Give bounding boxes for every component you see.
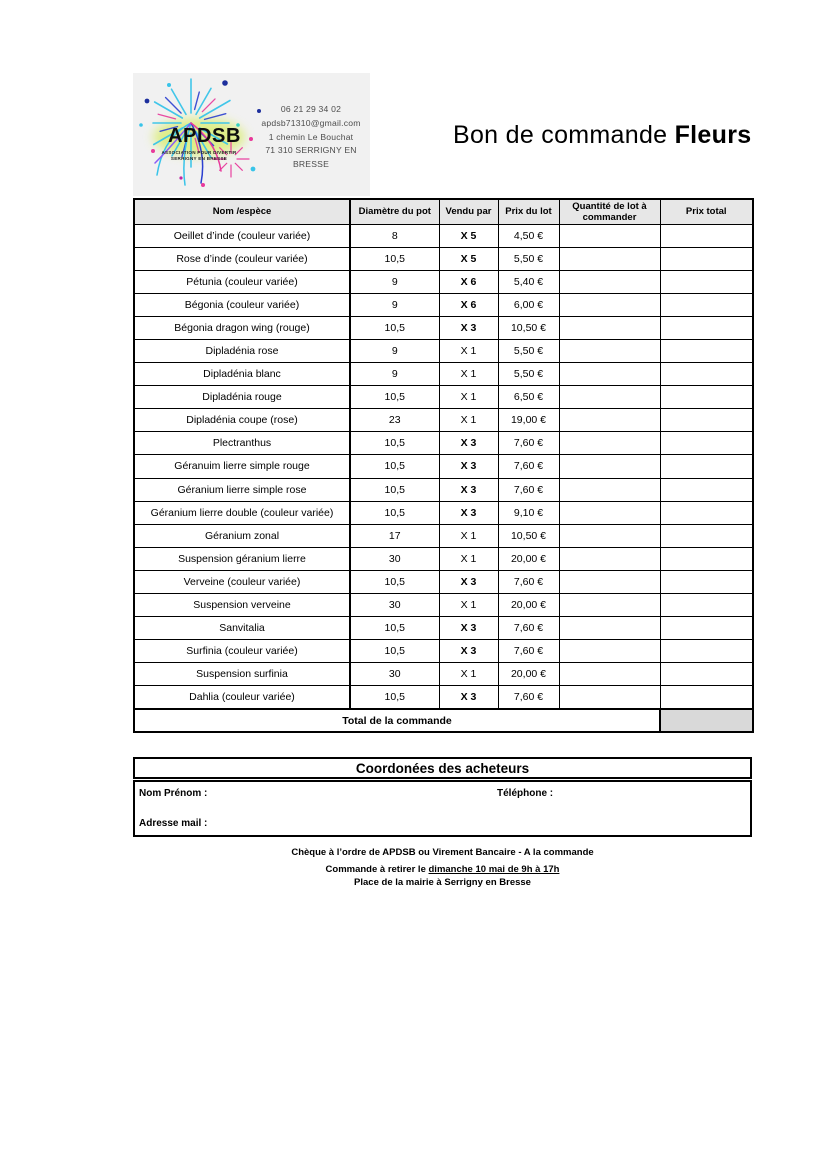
total-price-cell	[660, 409, 753, 432]
total-price-cell	[660, 386, 753, 409]
product-name-cell: Bégonia dragon wing (rouge)	[134, 316, 350, 339]
table-row	[134, 363, 753, 386]
footer-notes	[133, 847, 752, 888]
sold-by-cell: X 3	[439, 501, 498, 524]
table-row	[134, 594, 753, 617]
total-price-cell	[660, 224, 753, 247]
price-cell: 4,50 €	[498, 224, 559, 247]
sold-by-cell: X 1	[439, 409, 498, 432]
header-name: Nom /espèce	[134, 199, 350, 224]
order-total-row	[134, 709, 753, 732]
sold-by-cell: X 3	[439, 478, 498, 501]
pickup-place-note: Place de la mairie à Serrigny en Bresse	[354, 877, 531, 888]
product-name-cell: Dipladénia coupe (rose)	[134, 409, 350, 432]
price-cell: 7,60 €	[498, 455, 559, 478]
diameter-cell: 10,5	[350, 432, 439, 455]
logo-subtitle-line1: ASSOCIATION POUR DIVERTIR	[161, 150, 237, 155]
total-price-cell	[660, 501, 753, 524]
product-name-cell: Dipladénia rose	[134, 339, 350, 362]
price-cell: 6,50 €	[498, 386, 559, 409]
table-row	[134, 293, 753, 316]
product-name-cell: Plectranthus	[134, 432, 350, 455]
table-row	[134, 640, 753, 663]
price-cell: 7,60 €	[498, 640, 559, 663]
product-name-cell: Suspension géranium lierre	[134, 547, 350, 570]
sold-by-cell: X 6	[439, 293, 498, 316]
price-cell: 20,00 €	[498, 547, 559, 570]
quantity-cell	[559, 270, 660, 293]
diameter-cell: 8	[350, 224, 439, 247]
diameter-cell: 10,5	[350, 686, 439, 709]
product-name-cell: Suspension verveine	[134, 594, 350, 617]
quantity-cell	[559, 432, 660, 455]
diameter-cell: 17	[350, 524, 439, 547]
table-row	[134, 339, 753, 362]
table-row	[134, 247, 753, 270]
total-price-cell	[660, 594, 753, 617]
table-row	[134, 224, 753, 247]
header-sold-by: Vendu par	[439, 199, 498, 224]
diameter-cell: 10,5	[350, 617, 439, 640]
quantity-cell	[559, 293, 660, 316]
pickup-note	[133, 864, 752, 875]
sold-by-cell: X 3	[439, 455, 498, 478]
total-price-cell	[660, 524, 753, 547]
quantity-cell	[559, 501, 660, 524]
pickup-date: dimanche 10 mai de 9h à 17h	[428, 864, 560, 875]
sold-by-cell: X 1	[439, 363, 498, 386]
product-name-cell: Verveine (couleur variée)	[134, 570, 350, 593]
diameter-cell: 23	[350, 409, 439, 432]
diameter-cell: 9	[350, 293, 439, 316]
quantity-cell	[559, 640, 660, 663]
quantity-cell	[559, 386, 660, 409]
buyers-details-box	[133, 780, 752, 837]
total-price-cell	[660, 640, 753, 663]
contact-city: 71 310 SERRIGNY EN BRESSE	[265, 145, 357, 170]
product-name-cell: Rose d’inde (couleur variée)	[134, 247, 350, 270]
table-row	[134, 501, 753, 524]
sold-by-cell: X 1	[439, 663, 498, 686]
price-cell: 9,10 €	[498, 501, 559, 524]
sold-by-cell: X 5	[439, 247, 498, 270]
quantity-cell	[559, 363, 660, 386]
sold-by-cell: X 3	[439, 570, 498, 593]
quantity-cell	[559, 617, 660, 640]
sold-by-cell: X 5	[439, 224, 498, 247]
product-name-cell: Géranium lierre double (couleur variée)	[134, 501, 350, 524]
total-price-cell	[660, 686, 753, 709]
total-price-cell	[660, 247, 753, 270]
product-name-cell: Suspension surfinia	[134, 663, 350, 686]
price-cell: 5,50 €	[498, 363, 559, 386]
table-row	[134, 270, 753, 293]
total-price-cell	[660, 363, 753, 386]
diameter-cell: 30	[350, 547, 439, 570]
total-price-cell	[660, 547, 753, 570]
price-cell: 5,40 €	[498, 270, 559, 293]
logo-card	[133, 73, 370, 196]
buyer-name-label: Nom Prénom :	[139, 788, 208, 799]
diameter-cell: 10,5	[350, 316, 439, 339]
payment-note: Chèque à l’ordre de APDSB ou Virement Bancaire - A la commande	[291, 847, 594, 858]
total-price-cell	[660, 478, 753, 501]
order-total-amount-cell	[660, 709, 753, 732]
quantity-cell	[559, 409, 660, 432]
total-price-cell	[660, 339, 753, 362]
product-name-cell: Dahlia (couleur variée)	[134, 686, 350, 709]
logo-subtitle-line2: SERRIGNY EN BRESSE	[170, 155, 228, 161]
product-name-cell: Dipladénia blanc	[134, 363, 350, 386]
product-name-cell: Géranuim lierre simple rouge	[134, 455, 350, 478]
diameter-cell: 10,5	[350, 386, 439, 409]
sold-by-cell: X 3	[439, 686, 498, 709]
quantity-cell	[559, 339, 660, 362]
price-cell: 20,00 €	[498, 594, 559, 617]
page-title-prefix: Bon de commande	[453, 121, 675, 149]
total-price-cell	[660, 432, 753, 455]
total-price-cell	[660, 570, 753, 593]
table-row	[134, 316, 753, 339]
price-cell: 7,60 €	[498, 617, 559, 640]
quantity-cell	[559, 247, 660, 270]
quantity-cell	[559, 663, 660, 686]
total-price-cell	[660, 617, 753, 640]
price-cell: 5,50 €	[498, 247, 559, 270]
sold-by-cell: X 3	[439, 432, 498, 455]
order-table	[133, 198, 754, 733]
table-row	[134, 455, 753, 478]
table-row	[134, 570, 753, 593]
price-cell: 19,00 €	[498, 409, 559, 432]
price-cell: 10,50 €	[498, 316, 559, 339]
product-name-cell: Dipladénia rouge	[134, 386, 350, 409]
header-total: Prix total	[660, 199, 753, 224]
price-cell: 7,60 €	[498, 432, 559, 455]
buyers-section-heading: Coordonées des acheteurs	[133, 757, 752, 779]
quantity-cell	[559, 224, 660, 247]
quantity-cell	[559, 524, 660, 547]
sold-by-cell: X 6	[439, 270, 498, 293]
sold-by-cell: X 1	[439, 547, 498, 570]
contact-street: 1 chemin Le Bouchat	[268, 131, 354, 142]
sold-by-cell: X 3	[439, 640, 498, 663]
table-row	[134, 663, 753, 686]
product-name-cell: Bégonia (couleur variée)	[134, 293, 350, 316]
product-name-cell: Surfinia (couleur variée)	[134, 640, 350, 663]
quantity-cell	[559, 594, 660, 617]
table-row	[134, 386, 753, 409]
total-price-cell	[660, 316, 753, 339]
quantity-cell	[559, 455, 660, 478]
diameter-cell: 10,5	[350, 570, 439, 593]
page-title-bold: Fleurs	[674, 121, 752, 149]
total-price-cell	[660, 455, 753, 478]
product-name-cell: Pétunia (couleur variée)	[134, 270, 350, 293]
table-row	[134, 686, 753, 709]
total-price-cell	[660, 663, 753, 686]
header-price: Prix du lot	[498, 199, 559, 224]
sold-by-cell: X 3	[439, 316, 498, 339]
contact-info	[253, 103, 369, 172]
logo-subtitle	[143, 150, 255, 162]
diameter-cell: 30	[350, 594, 439, 617]
diameter-cell: 10,5	[350, 501, 439, 524]
price-cell: 7,60 €	[498, 570, 559, 593]
quantity-cell	[559, 686, 660, 709]
diameter-cell: 30	[350, 663, 439, 686]
price-cell: 5,50 €	[498, 339, 559, 362]
diameter-cell: 9	[350, 363, 439, 386]
product-name-cell: Géranium zonal	[134, 524, 350, 547]
table-header-row	[134, 199, 753, 224]
sold-by-cell: X 1	[439, 339, 498, 362]
price-cell: 6,00 €	[498, 293, 559, 316]
order-total-label: Total de la commande	[134, 709, 660, 732]
header-diameter: Diamètre du pot	[350, 199, 439, 224]
quantity-cell	[559, 316, 660, 339]
quantity-cell	[559, 547, 660, 570]
diameter-cell: 10,5	[350, 247, 439, 270]
contact-email: apdsb71310@gmail.com	[261, 117, 361, 128]
sold-by-cell: X 1	[439, 524, 498, 547]
diameter-cell: 9	[350, 339, 439, 362]
price-cell: 10,50 €	[498, 524, 559, 547]
sold-by-cell: X 1	[439, 386, 498, 409]
diameter-cell: 9	[350, 270, 439, 293]
price-cell: 7,60 €	[498, 478, 559, 501]
quantity-cell	[559, 478, 660, 501]
price-cell: 7,60 €	[498, 686, 559, 709]
table-row	[134, 478, 753, 501]
page-title	[453, 121, 751, 150]
total-price-cell	[660, 270, 753, 293]
sold-by-cell: X 3	[439, 617, 498, 640]
diameter-cell: 10,5	[350, 640, 439, 663]
contact-phone: 06 21 29 34 02	[280, 104, 342, 114]
product-name-cell: Géranium lierre simple rose	[134, 478, 350, 501]
buyer-mail-label: Adresse mail :	[139, 818, 208, 829]
pickup-note-prefix: Commande à retirer le	[325, 864, 429, 875]
table-row	[134, 617, 753, 640]
buyer-phone-label: Téléphone :	[497, 788, 554, 799]
price-cell: 20,00 €	[498, 663, 559, 686]
table-row	[134, 432, 753, 455]
table-row	[134, 547, 753, 570]
product-name-cell: Sanvitalia	[134, 617, 350, 640]
table-row	[134, 409, 753, 432]
sold-by-cell: X 1	[439, 594, 498, 617]
table-row	[134, 524, 753, 547]
total-price-cell	[660, 293, 753, 316]
product-name-cell: Oeillet d’inde (couleur variée)	[134, 224, 350, 247]
logo-text: APDSB	[168, 125, 242, 147]
diameter-cell: 10,5	[350, 478, 439, 501]
quantity-cell	[559, 570, 660, 593]
diameter-cell: 10,5	[350, 455, 439, 478]
header-quantity: Quantité de lot à commander	[559, 199, 660, 224]
